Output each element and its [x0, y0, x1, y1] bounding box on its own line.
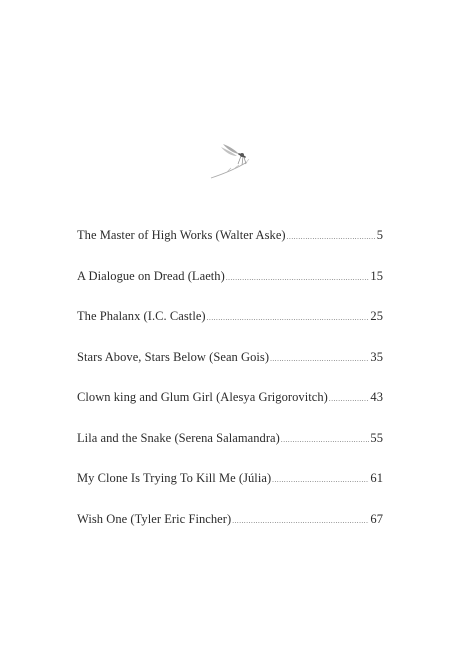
toc-entry-title: Wish One (Tyler Eric Fincher) [77, 511, 232, 526]
dot-leader [272, 470, 369, 490]
toc-entry-page: 67 [370, 511, 383, 526]
toc-entry[interactable] [77, 225, 383, 266]
toc-entry-title: The Phalanx (I.C. Castle) [77, 309, 206, 323]
toc-entry-page: 15 [370, 268, 383, 283]
toc-entry-title: Lila and the Snake (Serena Salamandra) [77, 430, 280, 445]
toc-entry-page: 61 [370, 471, 383, 485]
toc-entry-page: 5 [376, 228, 383, 242]
toc-entry-title: The Master of High Works (Walter Aske) [77, 228, 286, 242]
dot-leader [232, 511, 369, 531]
table-of-contents [77, 225, 383, 549]
toc-entry-title: A Dialogue on Dread (Laeth) [77, 268, 225, 283]
dot-leader [226, 268, 370, 288]
toc-entry[interactable] [77, 509, 383, 550]
toc-entry[interactable] [77, 306, 383, 347]
dot-leader [281, 430, 370, 450]
toc-entry[interactable] [77, 428, 383, 469]
toc-entry-title: Stars Above, Stars Below (Sean Gois) [77, 349, 270, 364]
toc-entry[interactable] [77, 468, 383, 509]
dot-leader [207, 308, 370, 328]
toc-entry-title: Clown king and Glum Girl (Alesya Grigorovitch) [77, 390, 328, 404]
toc-entry-page: 25 [370, 309, 383, 323]
dragonfly-icon [205, 138, 255, 182]
toc-entry-title: My Clone Is Trying To Kill Me (Júlia) [77, 471, 272, 485]
dot-leader [270, 349, 369, 369]
dot-leader [287, 227, 376, 247]
toc-entry-page: 43 [370, 390, 383, 404]
toc-entry[interactable] [77, 266, 383, 307]
toc-entry[interactable] [77, 347, 383, 388]
toc-entry-page: 55 [370, 430, 383, 445]
toc-entry-page: 35 [370, 349, 383, 364]
toc-entry[interactable] [77, 387, 383, 428]
dot-leader [329, 389, 370, 409]
